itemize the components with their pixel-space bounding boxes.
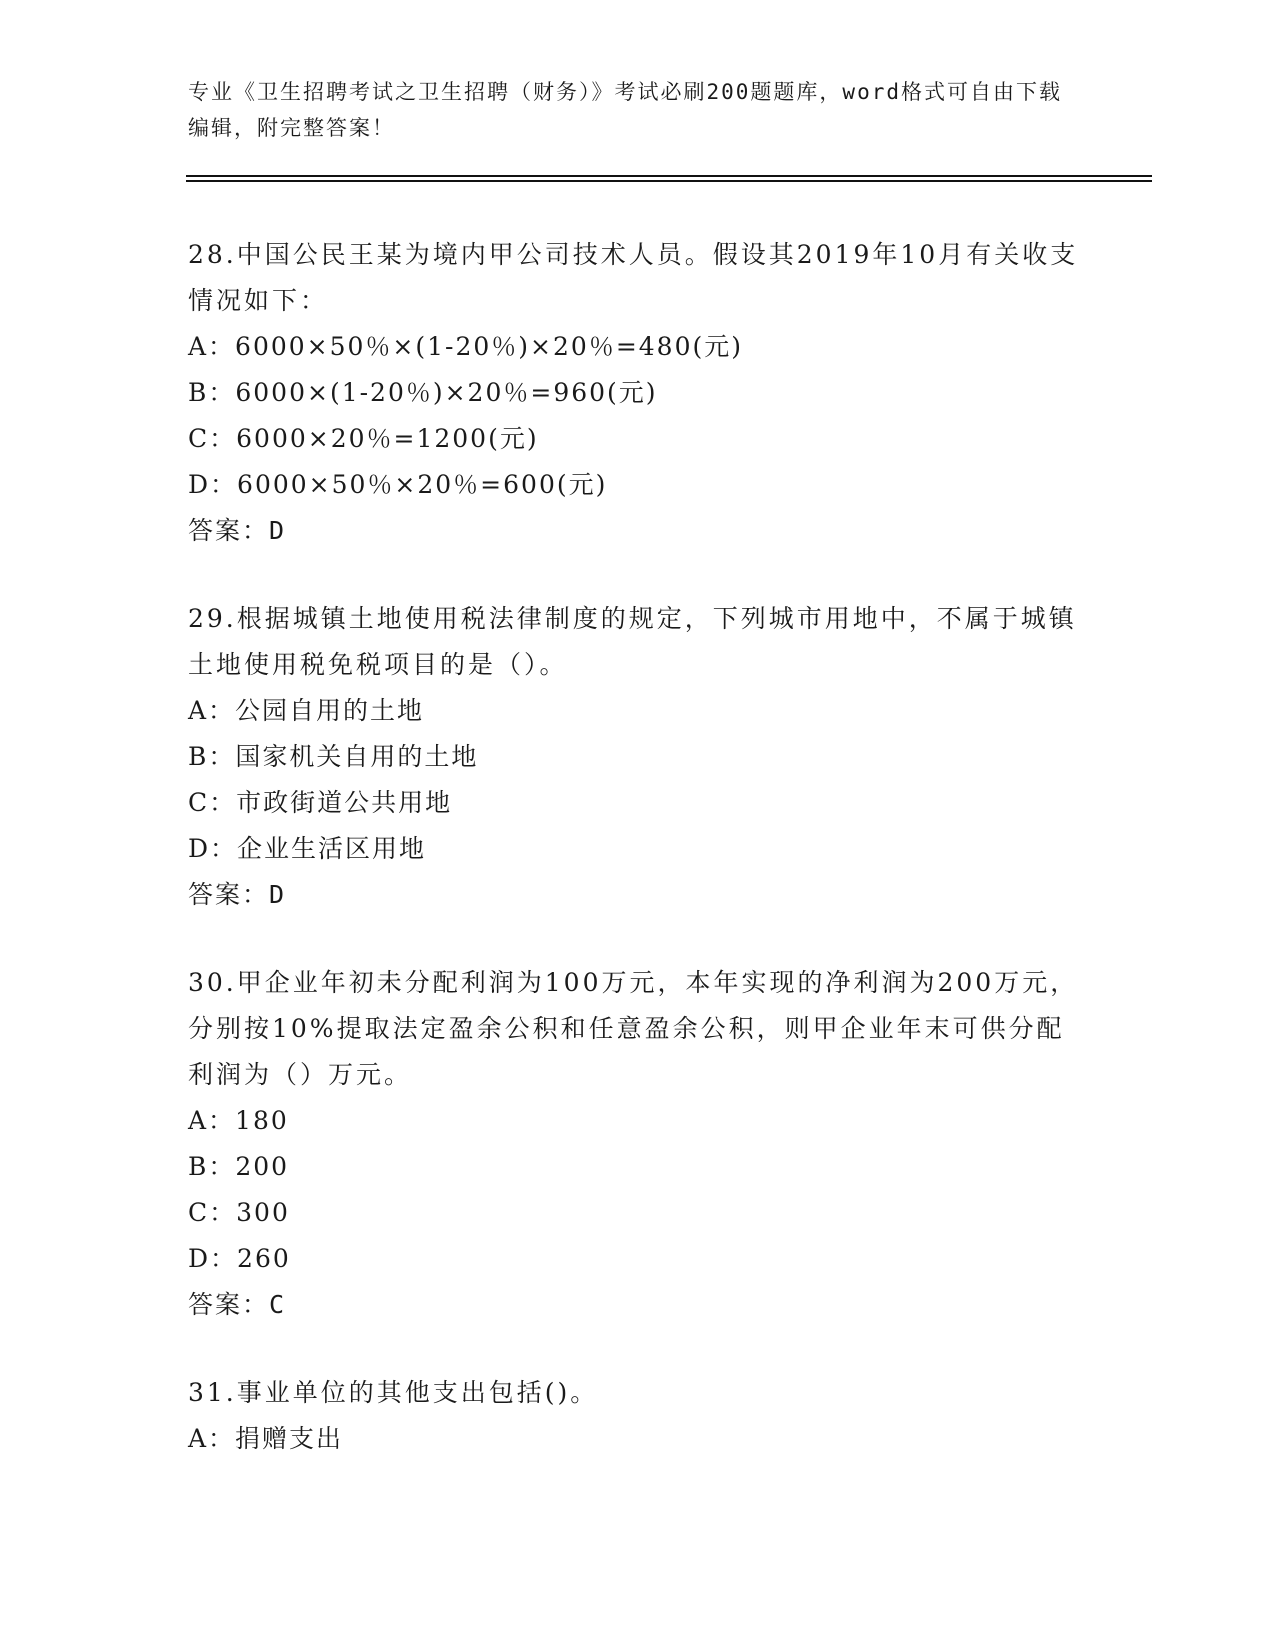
question-stem: 28.中国公民王某为境内甲公司技术人员。假设其2019年10月有关收支情况如下：	[188, 240, 1079, 315]
question-stem: 30.甲企业年初未分配利润为100万元，本年实现的净利润为200万元，分别按10%提取法定盈余公积和任意盈余公积，则甲企业年末可供分配利润为（）万元。	[188, 968, 1079, 1089]
option-c: C：6000×20％=1200(元)	[188, 424, 539, 453]
option-d: D：企业生活区用地	[188, 834, 427, 863]
question-stem: 31.事业单位的其他支出包括()。	[188, 1378, 599, 1407]
header-divider-bottom	[186, 180, 1152, 182]
question-29	[188, 596, 1088, 918]
answer: 答案：D	[188, 880, 287, 909]
option-d: D：6000×50％×20％=600(元)	[188, 470, 608, 499]
option-a: A：捐赠支出	[188, 1424, 344, 1453]
option-a: A：公园自用的土地	[188, 696, 425, 725]
option-b: B：6000×(1-20％)×20％=960(元)	[188, 378, 658, 407]
question-stem: 29.根据城镇土地使用税法律制度的规定，下列城市用地中，不属于城镇土地使用税免税项目的是（）。	[188, 604, 1077, 679]
option-c: C：市政街道公共用地	[188, 788, 453, 817]
answer: 答案：C	[188, 1290, 287, 1319]
option-d: D：260	[188, 1244, 291, 1273]
option-c: C：300	[188, 1198, 290, 1227]
header-divider-top	[186, 175, 1152, 177]
question-30	[188, 960, 1088, 1328]
option-b: B：200	[188, 1152, 290, 1181]
question-list	[188, 232, 1088, 1504]
option-a: A：180	[188, 1106, 289, 1135]
document-header: 专业《卫生招聘考试之卫生招聘（财务）》考试必刷200题题库，word格式可自由下载编辑，附完整答案！	[188, 80, 1062, 140]
answer: 答案：D	[188, 516, 287, 545]
question-31	[188, 1370, 1088, 1462]
option-a: A：6000×50％×(1-20％)×20％=480(元)	[188, 332, 743, 361]
question-28	[188, 232, 1088, 554]
option-b: B：国家机关自用的土地	[188, 742, 479, 771]
